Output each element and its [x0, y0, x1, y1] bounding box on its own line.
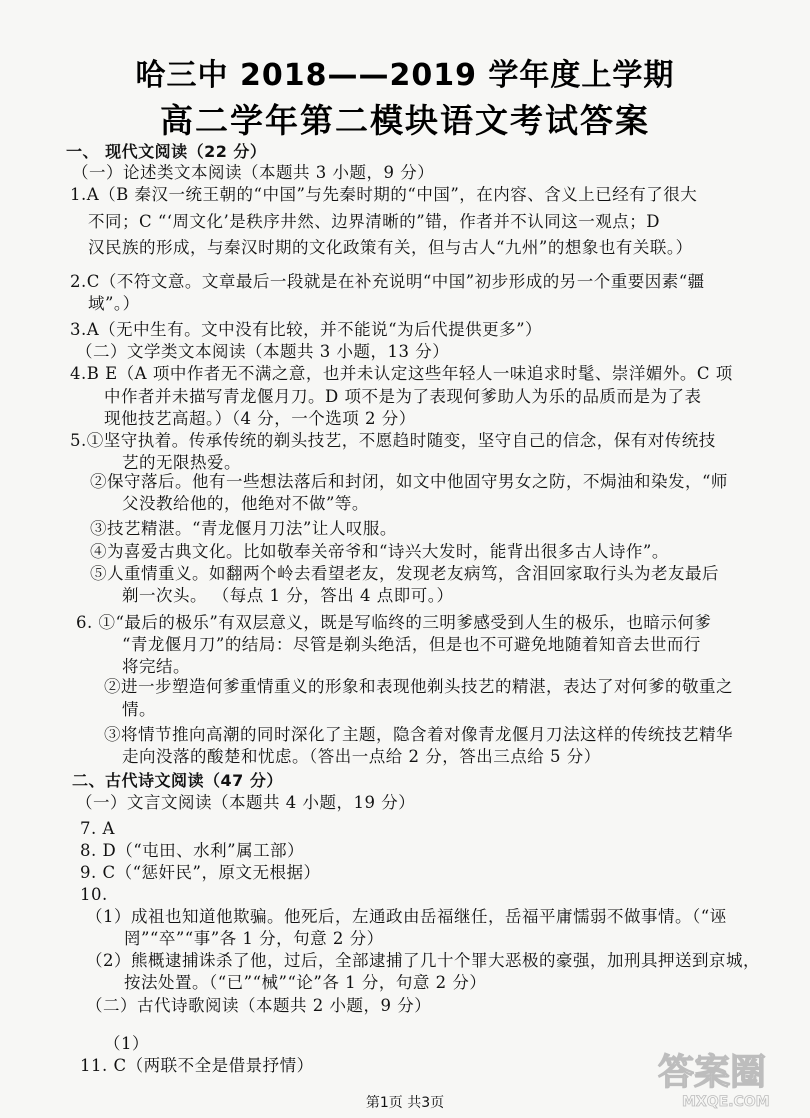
answer-line: ④为喜爱古典文化。比如敬奉关帝爷和“诗兴大发时，能背出很多古人诗作”。	[90, 542, 669, 561]
answer-line: 罔”“卒”“事”各 1 分，句意 2 分）	[124, 929, 384, 948]
page-footer: 第1页 共3页	[365, 1095, 445, 1111]
answer-line: “青龙偃月刀”的结局：尽管是剃头绝活，但是也不可避免地随着知音去世而行	[122, 635, 701, 654]
svg-text:MXQE.COM: MXQE.COM	[682, 1094, 770, 1110]
section-heading-modern-reading: 一、 现代文阅读（22 分）	[66, 142, 267, 161]
answer-line: ③技艺精湛。“青龙偃月刀法”让人叹服。	[90, 519, 397, 538]
answer-line: 9. C（“惩奸民”，原文无根据）	[80, 863, 321, 882]
answer-line: （2）熊概逮捕诛杀了他，过后，全部逮捕了几十个罪大恶极的豪强，加刑具押送到京城，	[86, 951, 760, 970]
svg-text:答案圈: 答案圈	[658, 1052, 767, 1093]
answer-line: 8. D（“屯田、水利”属工部）	[80, 841, 305, 860]
answer-line: 11. C（两联不全是借景抒情）	[80, 1056, 314, 1075]
answer-line: 不同；C “‘周文化’是秩序井然、边界清晰的”错，作者并不认同这一观点；D	[88, 212, 660, 231]
answer-line: 2.C（不符文意。文章最后一段就是在补充说明“中国”初步形成的另一个重要因素“疆	[70, 272, 705, 291]
answer-line: 5.①坚守执着。传承传统的剃头技艺，不愿趋时随变，坚守自己的信念，保有对传统技	[70, 431, 716, 450]
section-heading-classical-reading: 二、古代诗文阅读（47 分）	[72, 771, 283, 790]
answer-line: 4.B E（A 项中作者无不满之意，也并未认定这些年轻人一味追求时髦、崇洋媚外。C 项	[70, 364, 733, 383]
subsection-heading: （二）文学类文本阅读（本题共 3 小题，13 分）	[76, 342, 450, 361]
answer-line: 现他技艺高超。）（4 分，一个选项 2 分）	[104, 409, 416, 428]
subsection-heading: （一）文言文阅读（本题共 4 小题，19 分）	[76, 793, 416, 812]
answer-line: 按法处置。（“已”“械”“论”各 1 分，句意 2 分）	[124, 973, 487, 992]
answer-line: 父没教给他的，他绝对不做”等。	[122, 494, 369, 513]
subsection-heading: （一）论述类文本阅读（本题共 3 小题，9 分）	[72, 163, 435, 182]
answer-line: 汉民族的形成，与秦汉时期的文化政策有关，但与古人“九州”的想象也有关联。）	[88, 238, 693, 257]
answer-line: ③将情节推向高潮的同时深化了主题，隐含着对像青龙偃月刀法这样的传统技艺精华	[104, 725, 733, 744]
answer-line: 10.	[80, 885, 108, 904]
answer-line: 1.A（B 秦汉一统王朝的“中国”与先秦时期的“中国”，在内容、含义上已经有了很大	[70, 185, 698, 204]
subsection-heading: （二）古代诗歌阅读（本题共 2 小题，9 分）	[86, 996, 432, 1015]
answer-line: （1）成祖也知道他欺骗。他死后，左通政由岳福继任，岳福平庸懦弱不做事情。（“诬	[86, 907, 727, 926]
answer-line: 中作者并未描写青龙偃月刀。D 项不是为了表现何爹助人为乐的品质而是为了表	[104, 387, 702, 406]
answer-line: 走向没落的酸楚和忧虑。（答出一点给 2 分，答出三点给 5 分）	[122, 747, 601, 766]
answer-line: ⑤人重情重义。如翻两个岭去看望老友，发现老友病笃，含泪回家取行头为老友最后	[90, 564, 719, 583]
answer-line: 6. ①“最后的极乐”有双层意义，既是写临终的三明爹感受到人生的极乐，也暗示何爹	[76, 613, 712, 632]
answer-line: 域”。）	[88, 294, 140, 313]
answer-line: ②进一步塑造何爹重情重义的形象和表现他剃头技艺的精湛，表达了对何爹的敬重之	[104, 677, 733, 696]
answer-line: 情。	[122, 700, 156, 719]
answer-line: 3.A（无中生有。文中没有比较，并不能说“为后代提供更多”）	[70, 320, 543, 339]
document-title: 哈三中 2018——2019 学年度上学期	[135, 58, 675, 93]
watermark-logo	[652, 1040, 802, 1112]
answer-line: （1）	[104, 1034, 149, 1053]
answer-line: 剃一次头。 （每点 1 分，答出 4 点即可。）	[122, 586, 454, 605]
document-subtitle: 高二学年第二模块语文考试答案	[160, 101, 650, 140]
answer-line: 7. A	[80, 819, 115, 838]
answer-line: 将完结。	[122, 657, 190, 676]
answer-line: 艺的无限热爱。	[122, 453, 241, 472]
answer-line: ②保守落后。他有一些想法落后和封闭，如文中他固守男女之防，不焗油和染发，“师	[90, 472, 728, 491]
